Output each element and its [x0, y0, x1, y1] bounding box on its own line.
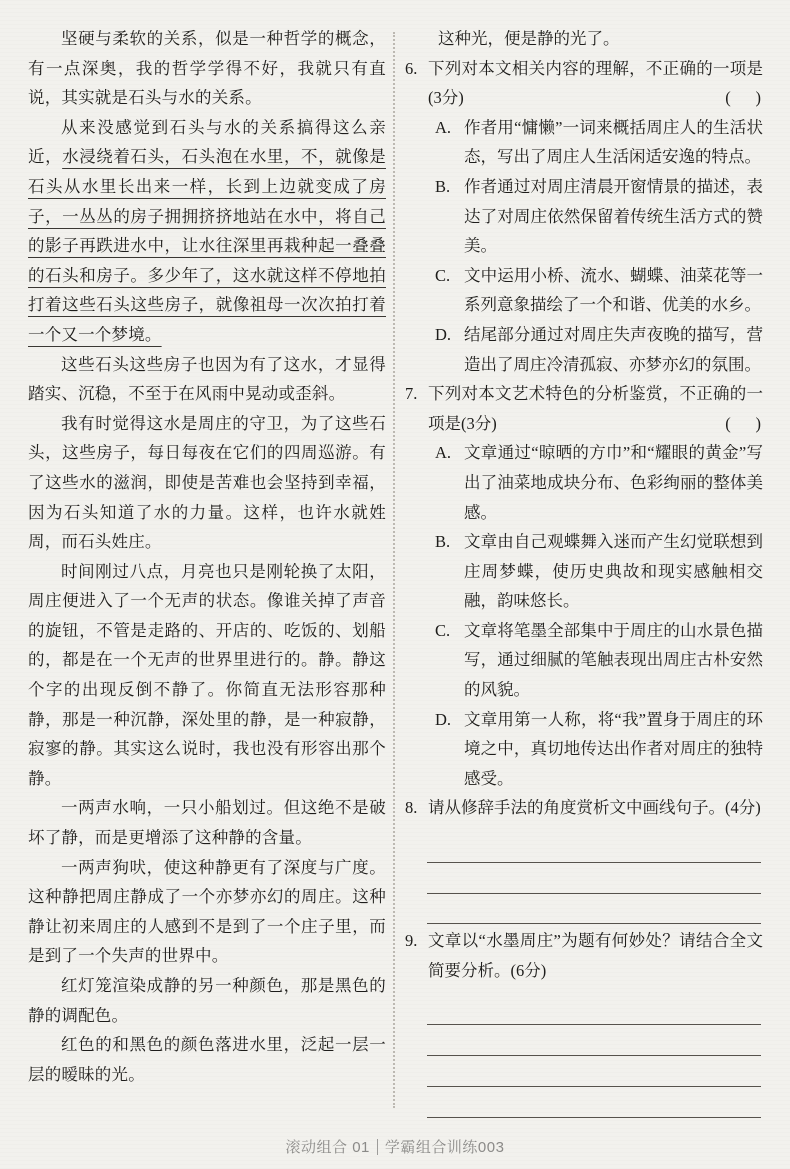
- column-divider: [393, 32, 395, 1108]
- essay-paragraph: [28, 793, 386, 852]
- option-label: A.: [435, 443, 452, 463]
- essay-paragraph: [28, 557, 386, 794]
- option-label: B.: [435, 176, 451, 196]
- text-segment: 我有时觉得这水是周庄的守卫，为了这些石头，这些房子，每日每夜在它们的四周巡游。有了这些水的滋润，即使是苦难也会坚持到幸福，因为石头知道了水的力量。这样，也许水就姓周，而石头姓庄。: [28, 413, 386, 552]
- text-segment: 这些石头这些房子也因为有了这水，才显得踏实、沉稳，不至于在风雨中晃动或歪斜。: [28, 354, 386, 404]
- answer-area: [405, 995, 763, 1118]
- text-segment: 一两声狗吠，使这种静更有了深度与广度。这种静把周庄静成了一个亦梦亦幻的周庄。这种静让初来周庄的人感到不是到了一个庄子里，而是到了一个失声的世界中。: [28, 857, 386, 966]
- text-segment: 红灯笼渲染成静的另一种颜色，那是黑色的静的调配色。: [28, 976, 386, 1025]
- question-number: 6.: [405, 58, 418, 78]
- option-label: B.: [435, 532, 451, 552]
- question-9: [405, 926, 763, 1117]
- questions-column: [405, 24, 763, 1120]
- essay-column: [28, 24, 386, 1089]
- question-stem: [405, 54, 763, 113]
- option-label: D.: [435, 324, 452, 344]
- option-text: 作者通过对周庄清晨开窗情景的描述，表达了对周庄依然保留着传统生活方式的赞美。: [464, 176, 763, 256]
- text-segment: 坚硬与柔软的关系，似是一种哲学的概念，有一点深奥，我的哲学学得不好，我就只有直说，其实就是石头与水的关系。: [28, 29, 386, 108]
- text-segment: 红色的和黑色的颜色落进水里，泛起一层一层的暧昧的光。: [28, 1035, 386, 1084]
- answer-line: [427, 1025, 761, 1056]
- essay-paragraph: [28, 853, 386, 971]
- option-label: A.: [435, 117, 452, 137]
- option-text: 文章通过“晾晒的方巾”和“耀眼的黄金”写出了油菜地成块分布、色彩绚丽的整体美感。: [464, 443, 763, 522]
- option-label: D.: [435, 709, 452, 729]
- answer-line: [427, 863, 761, 894]
- essay-paragraph: [28, 113, 386, 350]
- question-stem-text: 文章以“水墨周庄”为题有何妙处？请结合全文简要分析。(6分): [428, 931, 763, 981]
- answer-area: [405, 832, 763, 924]
- answer-line: [427, 1056, 761, 1087]
- question-stem: [405, 926, 763, 985]
- option-B: [405, 172, 763, 261]
- footer-series-label: 滚动组合 01: [285, 1139, 370, 1156]
- question-stem: [405, 379, 763, 438]
- text-segment: 时间刚过八点，月亮也只是刚轮换了太阳，周庄便进入了一个无声的状态。像谁关掉了声音的旋钮，不管是走路的、开店的、吃饭的、划船的，都是在一个无声的世界里进行的。静。静这个字的出现反倒不静了。你简直无法形容那种静，那是一种沉静，深处里的静，是一种寂静，寂寥的静。其实这么说时，我也没有形容出那个静。: [28, 561, 386, 788]
- footer-divider: [377, 1139, 378, 1155]
- essay-paragraph: [28, 971, 386, 1030]
- option-label: C.: [435, 265, 451, 285]
- question-8: [405, 793, 763, 924]
- option-text: 文章由自己观蝶舞入迷而产生幻觉联想到庄周梦蝶，使历史典故和现实感触相交融，韵味悠长。: [464, 532, 763, 611]
- footer-book-label: 学霸组合训练003: [384, 1139, 505, 1156]
- question-7: [405, 379, 763, 793]
- option-D: [405, 320, 763, 379]
- question-number: 8.: [405, 798, 418, 818]
- option-text: 文章用第一人称，将“我”置身于周庄的环境之中，真切地传达出作者对周庄的独特感受。: [464, 709, 763, 788]
- questions: [405, 54, 763, 1118]
- essay-paragraph: [28, 24, 386, 113]
- option-A: [405, 438, 763, 527]
- option-C: [405, 616, 763, 705]
- essay-paragraph: [28, 409, 386, 557]
- answer-line: [427, 1087, 761, 1118]
- option-label: C.: [435, 620, 451, 640]
- option-C: [405, 261, 763, 320]
- option-B: [405, 527, 763, 616]
- option-text: 文章将笔墨全部集中于周庄的山水景色描写，通过细腻的笔触表现出周庄古朴安然的风貌。: [464, 620, 763, 700]
- question-stem-text: 请从修辞手法的角度赏析文中画线句子。(4分): [428, 798, 761, 818]
- question-number: 7.: [405, 384, 418, 404]
- page-footer: [0, 1136, 790, 1157]
- option-text: 文中运用小桥、流水、蝴蝶、油菜花等一系列意象描绘了一个和谐、优美的水乡。: [464, 265, 763, 315]
- text-segment: 从来没感觉到石头与水的关系搞得这么亲近，: [28, 117, 386, 167]
- essay-closing-line: 这种光，便是静的光了。: [438, 29, 620, 48]
- underlined-passage: 水浸绕着石头，石头泡在水里，不，就像是石头从水里长出来一样，长到上边就变成了房子，一丛丛的房子拥拥挤挤地站在水中，将自己的影子再跌进水中，让水往深里再栽种起一叠叠的石头和房子。多少年了，这水就这样不停地拍打着这些石头这些房子，就像祖母一次次拍打着一个又一个梦境。: [28, 147, 386, 344]
- answer-bracket: ( ): [725, 413, 761, 433]
- answer-bracket: ( ): [725, 88, 761, 108]
- answer-line: [427, 894, 761, 925]
- text-segment: 一两声水响，一只小船划过。但这绝不是破坏了静，而是更增添了这种静的含量。: [28, 798, 386, 848]
- question-stem-text: 下列对本文艺术特色的分析鉴赏，不正确的一项是(3分): [428, 384, 763, 433]
- option-D: [405, 705, 763, 794]
- question-6: [405, 54, 763, 380]
- answer-line: [427, 832, 761, 863]
- essay-paragraph: [28, 1030, 386, 1089]
- option-text: 结尾部分通过对周庄失声夜晚的描写，营造出了周庄冷清孤寂、亦梦亦幻的氛围。: [464, 324, 763, 374]
- answer-line: [427, 995, 761, 1026]
- option-A: [405, 113, 763, 172]
- option-text: 作者用“慵懒”一词来概括周庄人的生活状态，写出了周庄人生活闲适安逸的特点。: [464, 117, 763, 167]
- question-stem-text: 下列对本文相关内容的理解，不正确的一项是(3分): [428, 58, 763, 108]
- question-stem: [405, 793, 763, 823]
- question-number: 9.: [405, 931, 418, 951]
- essay-paragraph: [28, 350, 386, 409]
